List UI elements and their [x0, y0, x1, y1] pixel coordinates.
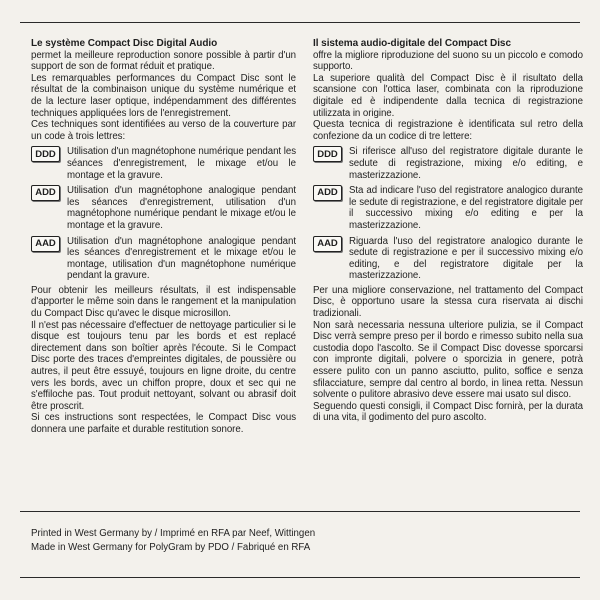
italian-title: Il sistema audio-digitale del Compact Disc	[313, 38, 511, 49]
code-description: Utilisation d'un magnétophone analogique pendant les séances d'enregistrement et le mixage et/ou le montage, utilisation d'un magnétophone numérique pendant la gravure.	[67, 235, 296, 282]
code-description: Sta ad indicare l'uso del registratore analogico durante le sedute di registrazione, e del registratore digitale per il successivo mixing e/o editing e per la masterizzazione.	[349, 185, 583, 231]
french-code-aad	[31, 236, 296, 282]
italian-paragraph-5: Non sarà necessaria nessuna ulteriore pulizia, se il Compact Disc verrà sempre preso per il bordo e rimesso subito nella sua custodia dopo l'ascolto. Se il Compact Disc dovesse sporcarsi con impronte digitali, polvere o sporcizia in genere, potrà essere pulito con un panno asciutto, pulito, soffice e senza sfilacciature, sempre dal centro al bordo, in linea retta. Nessun solvente o pulitore abrasivo deve essere mai usato sul disco.	[313, 319, 583, 401]
footer-made-line: Made in West Germany for PolyGram by PDO / Fabriqué en RFA	[31, 542, 311, 553]
italian-code-add	[313, 185, 583, 231]
footer	[31, 527, 315, 555]
french-code-add	[31, 185, 296, 231]
italian-column	[313, 38, 583, 424]
italian-paragraph-3: Questa tecnica di registrazione è identificata sul retro della confezione da un codice di tre lettere:	[313, 119, 583, 142]
italian-paragraph-2: La superiore qualità del Compact Disc è il risultato della scansione con l'ottica laser, combinata con la riproduzione digitale ed è indipendente dalla tecnica di registrazione utilizzata in origine.	[313, 72, 583, 119]
french-paragraph-3: Ces techniques sont identifiées au verso de la couverture par un code à trois lettres:	[31, 119, 296, 142]
french-paragraph-4: Pour obtenir les meilleurs résultats, il est indispensable d'apporter le même soin dans le rangement et la manipulation du Compact Disc qu'avec le disque microsillon.	[31, 284, 296, 320]
code-description: Si riferisce all'uso del registratore digitale durante le sedute di registrazione, mixing e/o editing, e masterizzazione.	[349, 146, 583, 181]
code-badge-aad: AAD	[31, 236, 60, 252]
code-description: Riguarda l'uso del registratore analogico durante le sedute di registrazione e per il successivo mixing e/o editing, e del registratore digitale per la masterizzazione.	[349, 235, 583, 282]
italian-paragraph-4: Per una migliore conservazione, nel trattamento del Compact Disc, è opportuno usare la stessa cura riservata ai dischi tradizionali.	[313, 284, 583, 320]
footer-printed-line: Printed in West Germany by / Imprimé en RFA par Neef, Wittingen	[31, 528, 316, 539]
code-description: Utilisation d'un magnétophone analogique pendant les séances d'enregistrement, utilisation d'un magnétophone numérique pendant le mixage et/ou le montage et la gravure.	[67, 185, 296, 231]
french-paragraph-6: Si ces instructions sont respectées, le Compact Disc vous donnera une parfaite et durable restitution sonore.	[31, 412, 296, 435]
italian-code-aad	[313, 236, 583, 282]
italian-intro: offre la migliore riproduzione del suono su un piccolo e comodo supporto.	[313, 49, 583, 73]
french-title: Le système Compact Disc Digital Audio	[31, 38, 218, 49]
french-paragraph-5: Il n'est pas nécessaire d'effectuer de nettoyage particulier si le disque est toujours tenu par les bords et est replacé directement dans son boîtier après l'écoute. Si le Compact Disc porte des traces d'empreintes digitales, de poussière ou autres, il peut être essuyé, toujours en ligne droite, du centre vers les bords, avec un chiffon propre, doux et sec qui ne s'effiloche pas. Tout produit nettoyant, solvant ou abrasif doit être proscrit.	[31, 319, 296, 412]
italian-code-ddd	[313, 146, 583, 181]
footer-rule	[20, 511, 580, 512]
code-description: Utilisation d'un magnétophone numérique pendant les séances d'enregistrement, le mixage et/ou le montage et la gravure.	[67, 146, 296, 181]
french-paragraph-2: Les remarquables performances du Compact Disc sont le résultat de la combinaison unique du système numérique et de la lecture laser optique, indépendamment des différentes techniques appliquées lors de l'enregistrement.	[31, 72, 296, 119]
french-code-ddd	[31, 146, 296, 181]
top-rule	[20, 22, 580, 23]
code-badge-ddd: DDD	[31, 146, 60, 162]
code-badge-add: ADD	[31, 185, 60, 201]
bottom-rule	[20, 577, 580, 578]
french-intro: permet la meilleure reproduction sonore possible à partir d'un support de son de format réduit et pratique.	[31, 49, 296, 73]
code-badge-add: ADD	[313, 185, 342, 201]
italian-paragraph-6: Seguendo questi consigli, il Compact Disc fornirà, per la durata di una vita, il godimento del puro ascolto.	[313, 400, 583, 424]
french-column	[31, 38, 296, 436]
code-badge-ddd: DDD	[313, 146, 342, 162]
code-badge-aad: AAD	[313, 236, 342, 252]
